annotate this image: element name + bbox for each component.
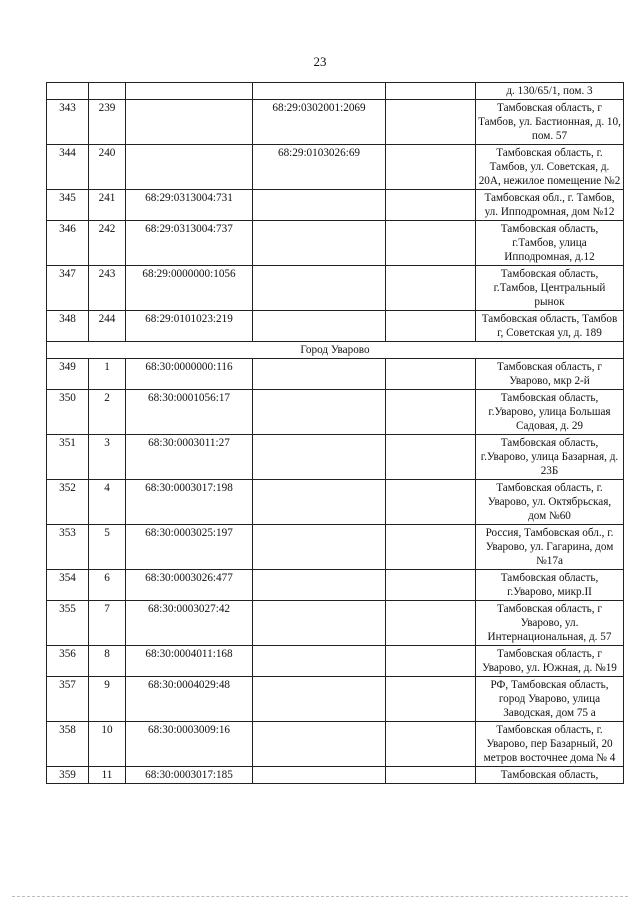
extra-cell [386, 480, 476, 525]
cadastral-number-alt [253, 266, 386, 311]
cadastral-number: 68:30:0003027:42 [126, 601, 253, 646]
row-subnumber: 6 [89, 570, 126, 601]
cadastral-number: 68:29:0000000:1056 [126, 266, 253, 311]
table-row [47, 525, 624, 570]
extra-cell [386, 601, 476, 646]
table-row [47, 266, 624, 311]
row-number: 352 [47, 480, 89, 525]
address-cell: Россия, Тамбовская обл., г. Уварово, ул. Гагарина, дом №17а [476, 525, 624, 570]
row-number: 354 [47, 570, 89, 601]
row-number: 343 [47, 100, 89, 145]
address-cell: Тамбовская область, г.Уварово, микр.II [476, 570, 624, 601]
cadastral-number: 68:30:0003017:198 [126, 480, 253, 525]
table-row [47, 722, 624, 767]
table-row [47, 190, 624, 221]
cadastral-number [126, 145, 253, 190]
row-number: 357 [47, 677, 89, 722]
table-row [47, 677, 624, 722]
row-subnumber: 5 [89, 525, 126, 570]
address-cell: Тамбовская область, г. Тамбов, ул. Советская, д. 20А, нежилое помещение №2 [476, 145, 624, 190]
table-section-header [47, 342, 624, 359]
row-subnumber: 3 [89, 435, 126, 480]
address-cell: Тамбовская область, [476, 767, 624, 784]
row-number: 349 [47, 359, 89, 390]
row-number: 359 [47, 767, 89, 784]
row-subnumber: 1 [89, 359, 126, 390]
cadastral-number: 68:30:0003017:185 [126, 767, 253, 784]
cadastral-number: 68:30:0003026:477 [126, 570, 253, 601]
address-cell: Тамбовская область, г.Тамбов, Центральный рынок [476, 266, 624, 311]
address-cell: Тамбовская область, г Уварово, ул. Интернациональная, д. 57 [476, 601, 624, 646]
row-number: 355 [47, 601, 89, 646]
row-subnumber: 239 [89, 100, 126, 145]
row-subnumber: 9 [89, 677, 126, 722]
cadastral-number-alt [253, 767, 386, 784]
extra-cell [386, 435, 476, 480]
cadastral-number-alt [253, 390, 386, 435]
address-cell: Тамбовская область, г.Уварово, улица Базарная, д. 23Б [476, 435, 624, 480]
table-row [47, 311, 624, 342]
cadastral-number: 68:30:0003025:197 [126, 525, 253, 570]
table-row [47, 145, 624, 190]
row-subnumber: 240 [89, 145, 126, 190]
cadastral-number: 68:30:0001056:17 [126, 390, 253, 435]
cadastral-number-alt [253, 646, 386, 677]
cadastral-number-alt: 68:29:0302001:2069 [253, 100, 386, 145]
row-subnumber: 7 [89, 601, 126, 646]
extra-cell [386, 100, 476, 145]
cadastral-number-alt [253, 570, 386, 601]
extra-cell [386, 722, 476, 767]
row-number [47, 83, 89, 100]
row-subnumber [89, 83, 126, 100]
row-number: 356 [47, 646, 89, 677]
row-number: 345 [47, 190, 89, 221]
extra-cell [386, 145, 476, 190]
cadastral-number-alt [253, 190, 386, 221]
cadastral-number [126, 100, 253, 145]
row-subnumber: 241 [89, 190, 126, 221]
row-number: 347 [47, 266, 89, 311]
address-cell: Тамбовская область, г.Уварово, улица Большая Садовая, д. 29 [476, 390, 624, 435]
cadastral-number: 68:30:0000000:116 [126, 359, 253, 390]
extra-cell [386, 390, 476, 435]
table-row [47, 221, 624, 266]
row-subnumber: 243 [89, 266, 126, 311]
cadastral-number: 68:29:0313004:731 [126, 190, 253, 221]
address-cell: Тамбовская область, Тамбов г, Советская ул, д. 189 [476, 311, 624, 342]
row-subnumber: 242 [89, 221, 126, 266]
cadastral-number: 68:30:0003009:16 [126, 722, 253, 767]
address-cell: Тамбовская область, г. Уварово, пер Базарный, 20 метров восточнее дома № 4 [476, 722, 624, 767]
extra-cell [386, 359, 476, 390]
row-subnumber: 11 [89, 767, 126, 784]
cadastral-number: 68:29:0101023:219 [126, 311, 253, 342]
table-body-uvarovo [47, 359, 624, 784]
table-row [47, 480, 624, 525]
table-row [47, 83, 624, 100]
row-number: 351 [47, 435, 89, 480]
address-cell: Тамбовская область, г. Уварово, ул. Октябрьская, дом №60 [476, 480, 624, 525]
table-row [47, 601, 624, 646]
row-number: 350 [47, 390, 89, 435]
extra-cell [386, 677, 476, 722]
extra-cell [386, 83, 476, 100]
address-cell: Тамбовская область, г.Тамбов, улица Ипподромная, д.12 [476, 221, 624, 266]
row-number: 353 [47, 525, 89, 570]
page-number: 23 [313, 54, 327, 69]
address-cell: Тамбовская область, г Тамбов, ул. Бастионная, д. 10, пом. 57 [476, 100, 624, 145]
cadastral-number-alt [253, 722, 386, 767]
row-number: 346 [47, 221, 89, 266]
cadastral-number: 68:30:0003011:27 [126, 435, 253, 480]
row-number: 358 [47, 722, 89, 767]
table-row [47, 100, 624, 145]
cadastral-number-alt [253, 677, 386, 722]
address-cell: Тамбовская область, г Уварово, мкр 2-й [476, 359, 624, 390]
extra-cell [386, 525, 476, 570]
cadastral-number-alt [253, 435, 386, 480]
registry-table [46, 82, 624, 784]
row-subnumber: 4 [89, 480, 126, 525]
table-row [47, 646, 624, 677]
table-row [47, 390, 624, 435]
extra-cell [386, 311, 476, 342]
row-number: 344 [47, 145, 89, 190]
cadastral-number-alt [253, 359, 386, 390]
extra-cell [386, 266, 476, 311]
extra-cell [386, 767, 476, 784]
address-cell: д. 130/65/1, пом. 3 [476, 83, 624, 100]
cadastral-number: 68:30:0004011:168 [126, 646, 253, 677]
row-subnumber: 10 [89, 722, 126, 767]
address-cell: Тамбовская обл., г. Тамбов, ул. Ипподромная, дом №12 [476, 190, 624, 221]
cadastral-number-alt [253, 480, 386, 525]
extra-cell [386, 570, 476, 601]
row-subnumber: 2 [89, 390, 126, 435]
row-number: 348 [47, 311, 89, 342]
page-bottom-edge [12, 896, 628, 897]
address-cell: РФ, Тамбовская область, город Уварово, улица Заводская, дом 75 а [476, 677, 624, 722]
cadastral-number-alt [253, 83, 386, 100]
section-title: Город Уварово [47, 342, 624, 359]
cadastral-number-alt [253, 601, 386, 646]
cadastral-number [126, 83, 253, 100]
cadastral-number-alt [253, 525, 386, 570]
section-row [47, 342, 624, 359]
table-row [47, 570, 624, 601]
address-cell: Тамбовская область, г Уварово, ул. Южная, д. №19 [476, 646, 624, 677]
extra-cell [386, 221, 476, 266]
table-body-tambov [47, 83, 624, 342]
row-subnumber: 244 [89, 311, 126, 342]
table-row [47, 435, 624, 480]
cadastral-number-alt: 68:29:0103026:69 [253, 145, 386, 190]
row-subnumber: 8 [89, 646, 126, 677]
extra-cell [386, 190, 476, 221]
extra-cell [386, 646, 476, 677]
table-row [47, 767, 624, 784]
cadastral-number-alt [253, 311, 386, 342]
cadastral-number-alt [253, 221, 386, 266]
table-row [47, 359, 624, 390]
cadastral-number: 68:30:0004029:48 [126, 677, 253, 722]
cadastral-number: 68:29:0313004:737 [126, 221, 253, 266]
